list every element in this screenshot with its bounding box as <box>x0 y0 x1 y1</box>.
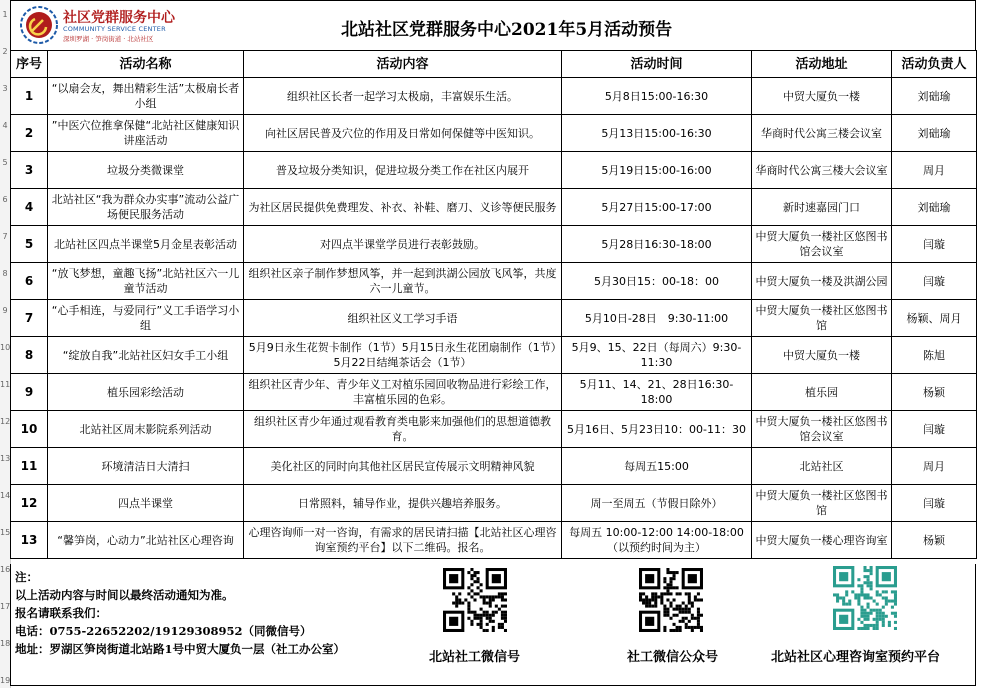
note-label: 注： <box>15 570 38 584</box>
cell-idx[interactable]: 6 <box>11 263 48 300</box>
cell-lead[interactable]: 闫璇 <box>892 226 977 263</box>
cell-idx[interactable]: 11 <box>11 448 48 485</box>
column-header[interactable]: 活动内容 <box>244 51 562 78</box>
cell-lead[interactable]: 杨颖、周月 <box>892 300 977 337</box>
row-number[interactable]: 7 <box>2 232 8 241</box>
row-number[interactable]: 12 <box>0 417 11 426</box>
cell-place[interactable]: 新时速嘉园门口 <box>752 189 892 226</box>
cell-name[interactable]: 环境清洁日大清扫 <box>48 448 244 485</box>
row-number[interactable]: 18 <box>0 639 11 648</box>
qr-label-official-account: 社工微信公众号 <box>627 650 719 665</box>
row-number[interactable]: 19 <box>0 676 11 685</box>
table-row <box>11 522 977 559</box>
cell-name[interactable]: “馨笋岗，心动力”北站社区心理咨询 <box>48 522 244 559</box>
row-number[interactable]: 10 <box>0 343 11 352</box>
cell-idx[interactable]: 12 <box>11 485 48 522</box>
table-row <box>11 78 977 115</box>
cell-lead[interactable]: 陈旭 <box>892 337 977 374</box>
cell-place[interactable]: 北站社区 <box>752 448 892 485</box>
row-number[interactable]: 17 <box>0 602 11 611</box>
row-number[interactable]: 14 <box>0 491 11 500</box>
contact-phone: 电话：0755-22652202/19129308952（同微信号） <box>15 624 312 638</box>
page-title: 北站社区党群服务中心2021年5月活动预告 <box>341 20 673 40</box>
qr-code-icon <box>639 568 703 632</box>
cell-content[interactable]: 组织社区青少年、青少年义工对植乐园回收物品进行彩绘工作，丰富植乐园的色彩。 <box>244 374 562 411</box>
cell-place[interactable]: 中贸大厦负一楼社区悠图书馆 <box>752 485 892 522</box>
cell-name[interactable]: 四点半课堂 <box>48 485 244 522</box>
cell-name[interactable]: “绽放自我”北站社区妇女手工小组 <box>48 337 244 374</box>
cell-lead[interactable]: 闫璇 <box>892 411 977 448</box>
table-row <box>11 374 977 411</box>
cell-content[interactable]: 组织社区亲子制作梦想风筝，并一起到洪湖公园放飞风筝，共度六一儿童节。 <box>244 263 562 300</box>
table-row <box>11 152 977 189</box>
cell-content[interactable]: 日常照料，辅导作业，提供兴趣培养服务。 <box>244 485 562 522</box>
cell-lead[interactable]: 杨颖 <box>892 522 977 559</box>
cell-time[interactable]: 5月27日15:00-17:00 <box>562 189 752 226</box>
row-number[interactable]: 6 <box>2 195 8 204</box>
cell-time[interactable]: 周一至周五（节假日除外） <box>562 485 752 522</box>
cell-lead[interactable]: 闫璇 <box>892 485 977 522</box>
cell-time[interactable]: 5月8日15:00-16:30 <box>562 78 752 115</box>
table-row <box>11 263 977 300</box>
cell-idx[interactable]: 1 <box>11 78 48 115</box>
cell-place[interactable]: 华商时代公寓三楼会议室 <box>752 115 892 152</box>
cell-name[interactable]: “心手相连，与爱同行”义工手语学习小组 <box>48 300 244 337</box>
cell-name[interactable]: 北站社区周末影院系列活动 <box>48 411 244 448</box>
cell-lead[interactable]: 刘础瑜 <box>892 189 977 226</box>
row-number[interactable]: 8 <box>2 269 8 278</box>
cell-name[interactable]: 植乐园彩绘活动 <box>48 374 244 411</box>
cell-idx[interactable]: 13 <box>11 522 48 559</box>
contact-label: 报名请联系我们： <box>15 606 107 620</box>
column-header[interactable]: 活动负责人 <box>892 51 977 78</box>
cell-name[interactable]: “放飞梦想，童趣飞扬”北站社区六一儿童节活动 <box>48 263 244 300</box>
cell-lead[interactable]: 杨颖 <box>892 374 977 411</box>
row-number[interactable]: 1 <box>2 10 8 19</box>
cell-name[interactable]: ”中医穴位推拿保健“北站社区健康知识讲座活动 <box>48 115 244 152</box>
cell-content[interactable]: 为社区居民提供免费理发、补衣、补鞋、磨刀、义诊等便民服务 <box>244 189 562 226</box>
cell-time[interactable]: 5月9、15、22日（每周六）9:30-11:30 <box>562 337 752 374</box>
row-number[interactable]: 16 <box>0 565 11 574</box>
table-row <box>11 411 977 448</box>
logo-english: COMMUNITY SERVICE CENTER <box>63 25 166 33</box>
column-header[interactable]: 活动地址 <box>752 51 892 78</box>
qr-code-icon <box>833 566 897 630</box>
column-header[interactable]: 序号 <box>11 51 48 78</box>
cell-place[interactable]: 中贸大厦负一楼社区悠图书馆 <box>752 300 892 337</box>
table-row <box>11 300 977 337</box>
notes-block <box>15 568 345 658</box>
logo-tagline: 深圳罗湖 · 笋岗街道 · 北站社区 <box>63 35 154 43</box>
contact-address: 地址：罗湖区笋岗街道北站路1号中贸大厦负一层（社工办公室） <box>15 642 345 656</box>
table-row <box>11 189 977 226</box>
row-number[interactable]: 2 <box>2 47 8 56</box>
cell-idx[interactable]: 4 <box>11 189 48 226</box>
cell-idx[interactable]: 10 <box>11 411 48 448</box>
cell-content[interactable]: 美化社区的同时向其他社区居民宣传展示文明精神风貌 <box>244 448 562 485</box>
column-header[interactable]: 活动时间 <box>562 51 752 78</box>
sheet-header <box>10 0 976 50</box>
row-number[interactable]: 11 <box>0 380 11 389</box>
cell-name[interactable]: “以扇会友，舞出精彩生活”太极扇长者小组 <box>48 78 244 115</box>
cell-place[interactable]: 华商时代公寓三楼大会议室 <box>752 152 892 189</box>
cell-name[interactable]: 北站社区“我为群众办实事”流动公益广场便民服务活动 <box>48 189 244 226</box>
cell-lead[interactable]: 周月 <box>892 448 977 485</box>
cell-time[interactable]: 5月19日15:00-16:00 <box>562 152 752 189</box>
cell-lead[interactable]: 刘础瑜 <box>892 78 977 115</box>
cell-content[interactable]: 普及垃圾分类知识，促进垃圾分类工作在社区内展开 <box>244 152 562 189</box>
column-header[interactable]: 活动名称 <box>48 51 244 78</box>
cell-idx[interactable]: 2 <box>11 115 48 152</box>
cell-time[interactable]: 5月16日、5月23日10：00-11：30 <box>562 411 752 448</box>
qr-label-social-worker-wechat: 北站社工微信号 <box>429 650 521 665</box>
table-row <box>11 485 977 522</box>
cell-lead[interactable]: 闫璇 <box>892 263 977 300</box>
qr-code-icon <box>443 568 507 632</box>
cell-content[interactable]: 组织社区长者一起学习太极扇，丰富娱乐生活。 <box>244 78 562 115</box>
cell-lead[interactable]: 刘础瑜 <box>892 115 977 152</box>
table-row <box>11 448 977 485</box>
cell-content[interactable]: 组织社区义工学习手语 <box>244 300 562 337</box>
cell-idx[interactable]: 9 <box>11 374 48 411</box>
cell-time[interactable]: 每周五 10:00-12:00 14:00-18:00（以预约时间为主） <box>562 522 752 559</box>
party-emblem-icon <box>19 5 59 45</box>
cell-time[interactable]: 5月10日-28日 9:30-11:00 <box>562 300 752 337</box>
cell-content[interactable]: 组织社区青少年通过观看教育类电影来加强他们的思想道德教育。 <box>244 411 562 448</box>
table-row <box>11 226 977 263</box>
row-number[interactable]: 4 <box>2 121 8 130</box>
row-number[interactable]: 15 <box>0 528 11 537</box>
cell-content[interactable]: 向社区居民普及穴位的作用及日常如何保健等中医知识。 <box>244 115 562 152</box>
sheet-footer <box>10 564 976 686</box>
cell-idx[interactable]: 7 <box>11 300 48 337</box>
cell-name[interactable]: 垃圾分类微课堂 <box>48 152 244 189</box>
activity-table <box>10 50 977 559</box>
cell-content[interactable]: 对四点半课堂学员进行表彰鼓励。 <box>244 226 562 263</box>
cell-place[interactable]: 植乐园 <box>752 374 892 411</box>
cell-place[interactable]: 中贸大厦负一楼 <box>752 337 892 374</box>
cell-idx[interactable]: 3 <box>11 152 48 189</box>
table-row <box>11 115 977 152</box>
cell-time[interactable]: 5月28日16:30-18:00 <box>562 226 752 263</box>
qr-label-counseling-booking: 北站社区心理咨询室预约平台 <box>771 650 941 665</box>
cell-place[interactable]: 中贸大厦负一楼社区悠图书馆会议室 <box>752 411 892 448</box>
logo-title: 社区党群服务中心 <box>63 10 175 26</box>
row-number[interactable]: 13 <box>0 454 11 463</box>
cell-time[interactable]: 每周五15:00 <box>562 448 752 485</box>
cell-time[interactable]: 5月11、14、21、28日16:30-18:00 <box>562 374 752 411</box>
table-header-row <box>11 51 977 78</box>
cell-place[interactable]: 中贸大厦负一楼 <box>752 78 892 115</box>
cell-time[interactable]: 5月30日15：00-18：00 <box>562 263 752 300</box>
cell-idx[interactable]: 5 <box>11 226 48 263</box>
cell-idx[interactable]: 8 <box>11 337 48 374</box>
cell-place[interactable]: 中贸大厦负一楼心理咨询室 <box>752 522 892 559</box>
row-number[interactable]: 5 <box>2 158 8 167</box>
cell-place[interactable]: 中贸大厦负一楼社区悠图书馆会议室 <box>752 226 892 263</box>
row-number[interactable]: 9 <box>2 306 8 315</box>
cell-lead[interactable]: 周月 <box>892 152 977 189</box>
cell-name[interactable]: 北站社区四点半课堂5月金星表彰活动 <box>48 226 244 263</box>
cell-content[interactable]: 5月9日永生花贺卡制作（1节）5月15日永生花团扇制作（1节）5月22日结绳茶话会（1节） <box>244 337 562 374</box>
cell-time[interactable]: 5月13日15:00-16:30 <box>562 115 752 152</box>
table-row <box>11 337 977 374</box>
note-text: 以上活动内容与时间以最终活动通知为准。 <box>15 588 234 602</box>
community-logo <box>19 5 199 47</box>
row-number[interactable]: 3 <box>2 84 8 93</box>
cell-content[interactable]: 心理咨询师一对一咨询，有需求的居民请扫描【北站社区心理咨询室预约平台】以下二维码。报名。 <box>244 522 562 559</box>
cell-place[interactable]: 中贸大厦负一楼及洪湖公园 <box>752 263 892 300</box>
